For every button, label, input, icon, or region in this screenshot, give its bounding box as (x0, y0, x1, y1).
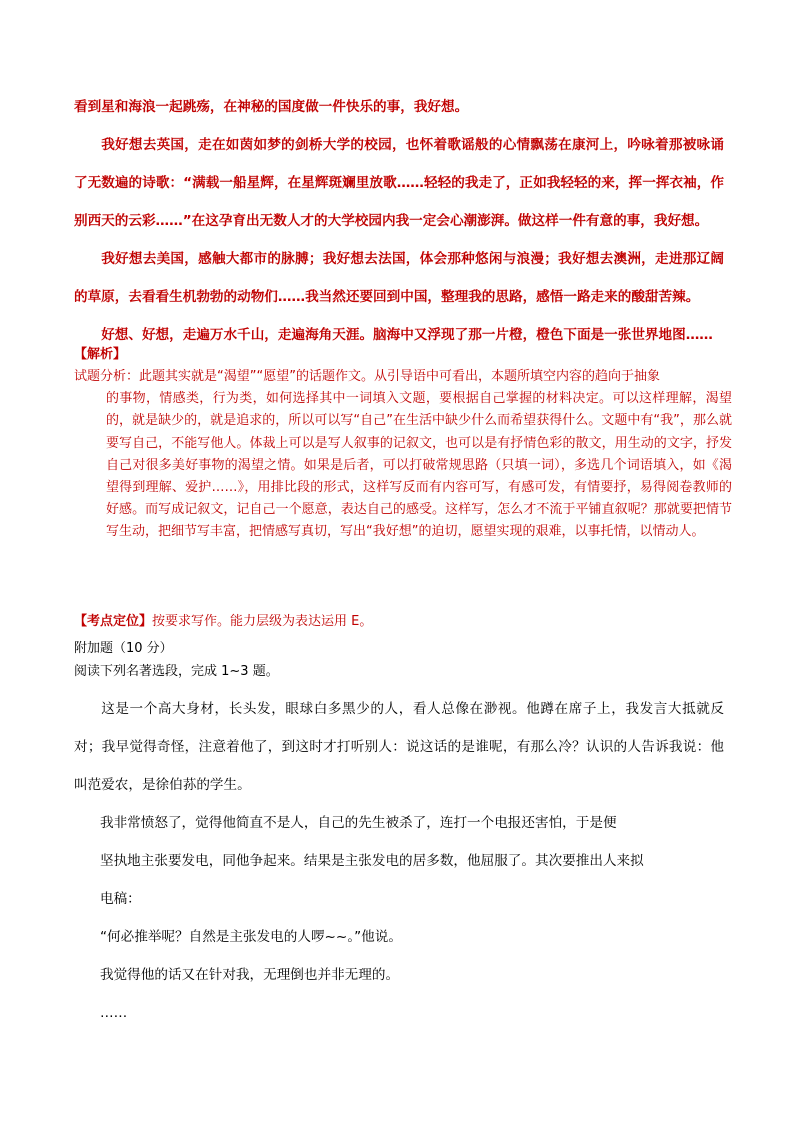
analysis-label: 【解析】 (74, 347, 127, 362)
essay-paragraph-3: 好想、好想，走遍万水千山，走遍海角天涯。脑海中又浮现了那一片橙，橙色下面是一张世界地图…… (101, 327, 713, 343)
kaodian-label: 【考点定位】 (74, 614, 153, 629)
reading-passage (74, 690, 724, 1032)
essay-paragraph-2: 我好想去美国，感触大都市的脉膊；我好想去法国，体会那种悠闲与浪漫；我好想去澳洲，走进那辽阔的草原，去看看生机勃勃的动物们……我当然还要回到中国，整理我的思路，感悟一路走来的酸甜苦辣。 (74, 251, 724, 305)
reading-line-4: 电稿： (100, 891, 141, 907)
fujia-title: 附加题（10 分） (74, 641, 173, 656)
reading-paragraph-1: 这是一个高大身材，长头发，眼球白多黑少的人，看人总像在渺视。他蹲在席子上，我发言大抵就反对；我早觉得奇怪，注意着他了，到这时才打听别人：说这话的是谁呢，有那么冷？认识的人告诉我说：他叫范爱农，是徐伯荪的学生。 (74, 701, 724, 793)
reading-line-7: …… (100, 1005, 128, 1021)
essay-paragraph-0: 看到星和海浪一起跳殇，在神秘的国度做一件快乐的事，我好想。 (74, 99, 469, 115)
reading-line-6: 我觉得他的话又在针对我，无理倒也并非无理的。 (100, 967, 400, 983)
analysis-first-line: 试题分析：此题其实就是“渴望”“愿望”的话题作文。从引导语中可看出，本题所填空内容的趋向于抽象 (74, 369, 660, 384)
analysis-section (74, 366, 732, 544)
essay-paragraph-1: 我好想去英国，走在如茵如梦的剑桥大学的校园，也怀着歌谣般的心情飘荡在康河上，吟咏着那被咏诵了无数遍的诗歌：“满载一船星辉，在星辉斑斓里放歌……轻轻的我走了，正如我轻轻的来，挥一挥衣袖，作别西天的云彩……”在这孕育出无数人才的大学校园内我一定会心潮澎湃。做这样一件有意的事，我好想。 (74, 137, 724, 229)
fujia-instruction: 阅读下列名著选段，完成 1~3 题。 (74, 664, 279, 679)
reading-line-5: “何必推举呢？自然是主张发电的人啰~~。”他说。 (100, 929, 402, 945)
reading-line-2: 我非常愤怒了，觉得他简直不是人，自己的先生被杀了，连打一个电报还害怕，于是便 (100, 815, 617, 831)
kaodian-text: 按要求写作。能力层级为表达运用 E。 (152, 614, 373, 629)
reading-line-3: 坚执地主张要发电，同他争起来。结果是主张发电的居多数，他屈服了。其次要推出人来拟 (100, 853, 644, 869)
kaodian-line (74, 612, 372, 632)
essay-section (74, 88, 724, 354)
analysis-body: 的事物，情感类，行为类，如何选择其中一词填入文题，要根据自己掌握的材料决定。可以这样理解，渴望的，就是缺少的，就是追求的，所以可以写“自己”在生活中缺少什么而希望获得什么。文题中有“我”，那么就要写自己，不能写他人。体裁上可以是写人叙事的记叙文，也可以是有抒情色彩的散文，用生动的文字，抒发自己对很多美好事物的渴望之情。如果是后者，可以打破常规思路（只填一词），多选几个词语填入，如《渴望得到理解、爱护……》，用排比段的形式，这样写反而有内容可写，有感可发，有情要抒，易得阅卷教师的好感。而写成记叙文，记自己一个愿意，表达自己的感受。这样写，怎么才不流于平铺直叙呢？那就要把情节写生动，把细节写丰富，把情感写真切，写出“我好想”的迫切，愿望实现的艰难，以事托情，以情动人。 (106, 391, 732, 540)
